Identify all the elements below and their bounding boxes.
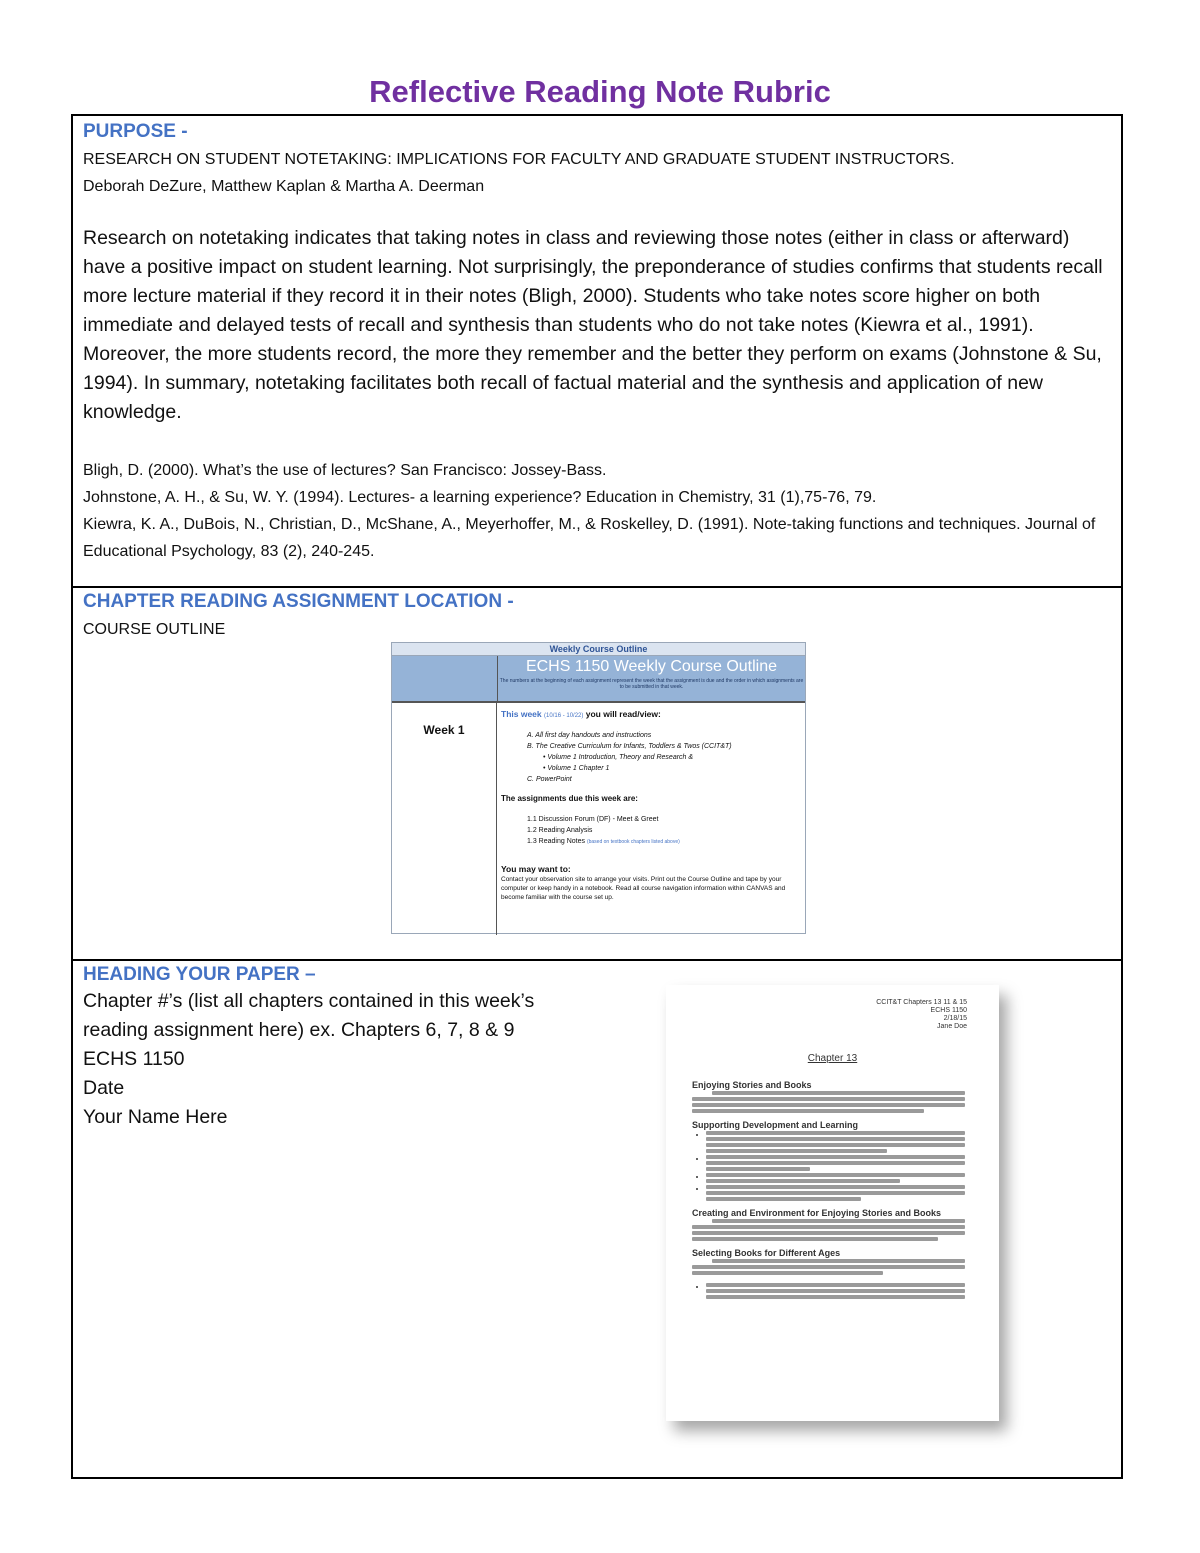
chapter-subheading: COURSE OUTLINE xyxy=(83,621,226,638)
outline-read-item: A. All first day handouts and instructions xyxy=(527,732,652,739)
outline-read-item: • Volume 1 Introduction, Theory and Research & xyxy=(543,754,694,761)
heading-line: Chapter #’s (list all chapters contained in this week’s xyxy=(83,990,535,1012)
outline-banner xyxy=(392,656,805,703)
outline-read-item: C. PowerPoint xyxy=(527,776,572,783)
sample-paper-section-heading: Supporting Development and Learning xyxy=(692,1120,859,1130)
purpose-heading: PURPOSE - xyxy=(83,121,188,142)
outline-due-item: 1.3 Reading Notes (based on textbook chapters listed above) xyxy=(527,838,680,845)
sample-paper-section-heading: Enjoying Stories and Books xyxy=(692,1080,812,1090)
chapter-location-section xyxy=(71,586,1123,961)
heading-line: reading assignment here) ex. Chapters 6, 7, 8 & 9 xyxy=(83,1019,515,1041)
reference-item: Bligh, D. (2000). What’s the use of lectures? San Francisco: Jossey-Bass. xyxy=(83,462,607,479)
sample-paper-section-heading: Creating and Environment for Enjoying Stories and Books xyxy=(692,1208,942,1218)
course-outline-image xyxy=(391,642,806,934)
outline-read-item: • Volume 1 Chapter 1 xyxy=(543,765,610,772)
sample-paper-chapter-title: Chapter 13 xyxy=(807,1053,858,1064)
source-authors: Deborah DeZure, Matthew Kaplan & Martha A. Deerman xyxy=(83,178,485,195)
outline-week-label: Week 1 xyxy=(392,703,497,935)
outline-read-item: B. The Creative Curriculum for Infants, Toddlers & Twos (CCIT&T) xyxy=(527,743,732,750)
purpose-section xyxy=(71,114,1123,588)
references-list xyxy=(83,457,1111,565)
outline-read-list xyxy=(501,730,801,785)
outline-due-item: 1.1 Discussion Forum (DF) - Meet & Greet xyxy=(527,816,659,823)
heading-line: ECHS 1150 xyxy=(83,1048,185,1070)
outline-this-week: This week (10/16 - 10/22) you will read/view: xyxy=(501,709,661,719)
chapter-heading: CHAPTER READING ASSIGNMENT LOCATION - xyxy=(83,591,514,612)
outline-due-heading: The assignments due this week are: xyxy=(501,794,638,803)
heading-line: Your Name Here xyxy=(83,1106,228,1128)
sample-paper-header: CCIT&T Chapters 13 11 & 15 ECHS 1150 2/18/15 Jane Doe xyxy=(876,999,967,1030)
purpose-body: Research on notetaking indicates that taking notes in class and reviewing those notes (either in class or afterward) have a positive impact on student learning. Not surprisingly, the preponderance of studies confirms that students recall more lecture material if they record it in their notes (Bligh, 2000). Students who take notes score higher on both immediate and delayed tests of recall and synthesis than students who do not take notes (Kiewra et al., 1991). Moreover, the more students record, the more they remember and the better they perform on exams (Johnstone & Su, 1994). In summary, notetaking facilitates both recall of factual material and the synthesis and application of new knowledge. xyxy=(83,227,1103,423)
outline-due-list xyxy=(501,814,801,848)
reference-item: Kiewra, K. A., DuBois, N., Christian, D., McShane, A., Meyerhoffer, M., & Roskelley, D. (1991). Note-taking functions and techniques. Journal of Educational Psychology, 83 (2), 240-245. xyxy=(83,516,1096,560)
outline-may-heading: You may want to: xyxy=(501,864,571,874)
reference-item: Johnstone, A. H., & Su, W. Y. (1994). Lectures- a learning experience? Education in Chemistry, 31 (1),75-76, 79. xyxy=(83,489,877,506)
sample-paper-section-heading: Selecting Books for Different Ages xyxy=(692,1248,841,1258)
heading-line: Date xyxy=(83,1077,125,1099)
sample-paper-image xyxy=(666,985,999,1421)
outline-due-item: 1.2 Reading Analysis xyxy=(527,827,593,834)
outline-banner-sub: The numbers at the beginning of each assignment represent the week that the assignment is due and the order in which assignments are to be submitted in that week. xyxy=(499,678,804,690)
source-title: RESEARCH ON STUDENT NOTETAKING: IMPLICATIONS FOR FACULTY AND GRADUATE STUDENT INSTRUCTORS. xyxy=(83,151,955,168)
outline-may-text: Contact your observation site to arrange your visits. Print out the Course Outline and tape by your computer or keep handy in a notebook. Read all course navigation information within CANVAS and become familiar with the course set up. xyxy=(501,876,786,901)
page-title: Reflective Reading Note Rubric xyxy=(369,74,831,109)
outline-banner-title: ECHS 1150 Weekly Course Outline xyxy=(525,658,778,675)
outline-top-label: Weekly Course Outline xyxy=(392,643,805,656)
heading-paper-heading: HEADING YOUR PAPER – xyxy=(83,964,316,985)
heading-paper-section xyxy=(71,959,1123,1479)
